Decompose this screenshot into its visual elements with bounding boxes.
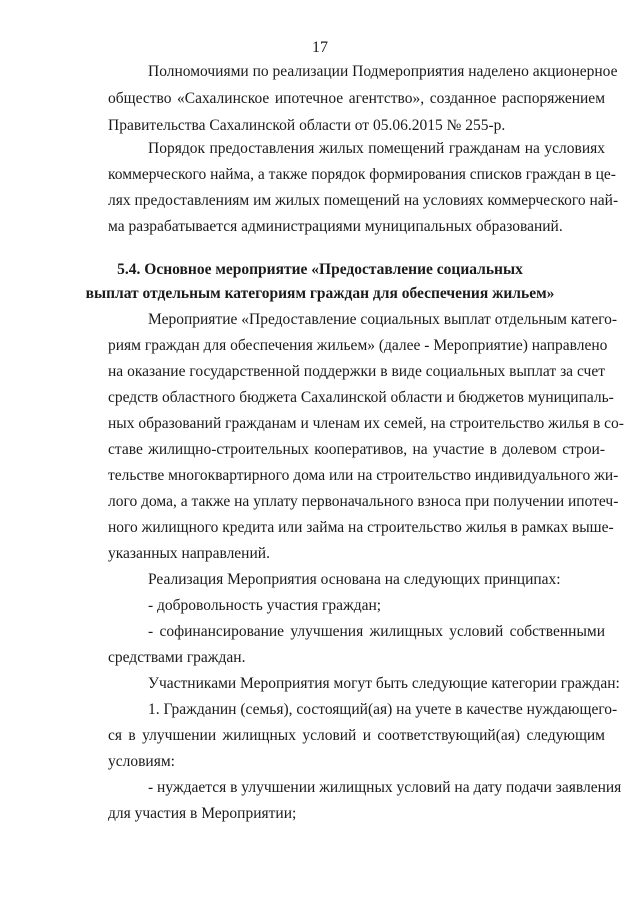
- text-line: ся в улучшении жилищных условий и соответствующий(ая) следующим: [108, 727, 605, 744]
- text-line: указанных направлений.: [108, 545, 270, 562]
- text-line: Мероприятие «Предоставление социальных выплат отдельным катего-: [148, 311, 618, 328]
- text-line: ставе жилищно-строительных кооперативов, на участие в долевом строи-: [108, 441, 605, 458]
- text-line: средствами граждан.: [108, 649, 246, 666]
- text-line: Реализация Мероприятия основана на следующих принципах:: [148, 571, 561, 588]
- heading-line: выплат отдельным категориям граждан для обеспечения жильем»: [85, 285, 555, 302]
- text-line: условиям:: [108, 753, 175, 770]
- text-line: на оказание государственной поддержки в виде социальных выплат за счет: [108, 363, 605, 380]
- text-line: - добровольность участия граждан;: [148, 597, 382, 614]
- text-line: 1. Гражданин (семья), состоящий(ая) на учете в качестве нуждающего-: [148, 701, 618, 718]
- text-line: общество «Сахалинское ипотечное агентство», созданное распоряжением: [108, 90, 605, 107]
- heading-line: 5.4. Основное мероприятие «Предоставление социальных: [117, 261, 523, 278]
- text-line: - софинансирование улучшения жилищных условий собственными: [148, 623, 605, 640]
- text-line: коммерческого найма, а также порядок формирования списков граждан в це-: [108, 166, 616, 183]
- text-line: тельстве многоквартирного дома или на строительство индивидуального жи-: [108, 467, 619, 484]
- text-line: Правительства Сахалинской области от 05.06.2015 № 255-р.: [108, 117, 506, 134]
- text-line: лях предоставлениям им жилых помещений на условиях коммерческого най-: [108, 192, 619, 209]
- text-line: Участниками Мероприятия могут быть следующие категории граждан:: [148, 675, 620, 692]
- text-line: Полномочиями по реализации Подмероприятия наделено акционерное: [148, 63, 618, 80]
- text-line: ного жилищного кредита или займа на строительство жилья в рамках выше-: [108, 519, 614, 536]
- text-line: ных образований гражданам и членам их семей, на строительство жилья в со-: [108, 415, 624, 432]
- text-line: риям граждан для обеспечения жильем» (далее - Мероприятие) направлено: [108, 337, 608, 354]
- page-number: 17: [312, 39, 328, 56]
- text-line: для участия в Мероприятии;: [108, 805, 297, 822]
- text-line: Порядок предоставления жилых помещений гражданам на условиях: [148, 140, 605, 157]
- text-line: средств областного бюджета Сахалинской области и бюджетов муниципаль-: [108, 389, 614, 406]
- text-line: ма разрабатывается администрациями муниципальных образований.: [108, 218, 563, 235]
- text-line: лого дома, а также на уплату первоначального взноса при получении ипотеч-: [108, 493, 619, 510]
- text-line: - нуждается в улучшении жилищных условий на дату подачи заявления: [148, 779, 622, 796]
